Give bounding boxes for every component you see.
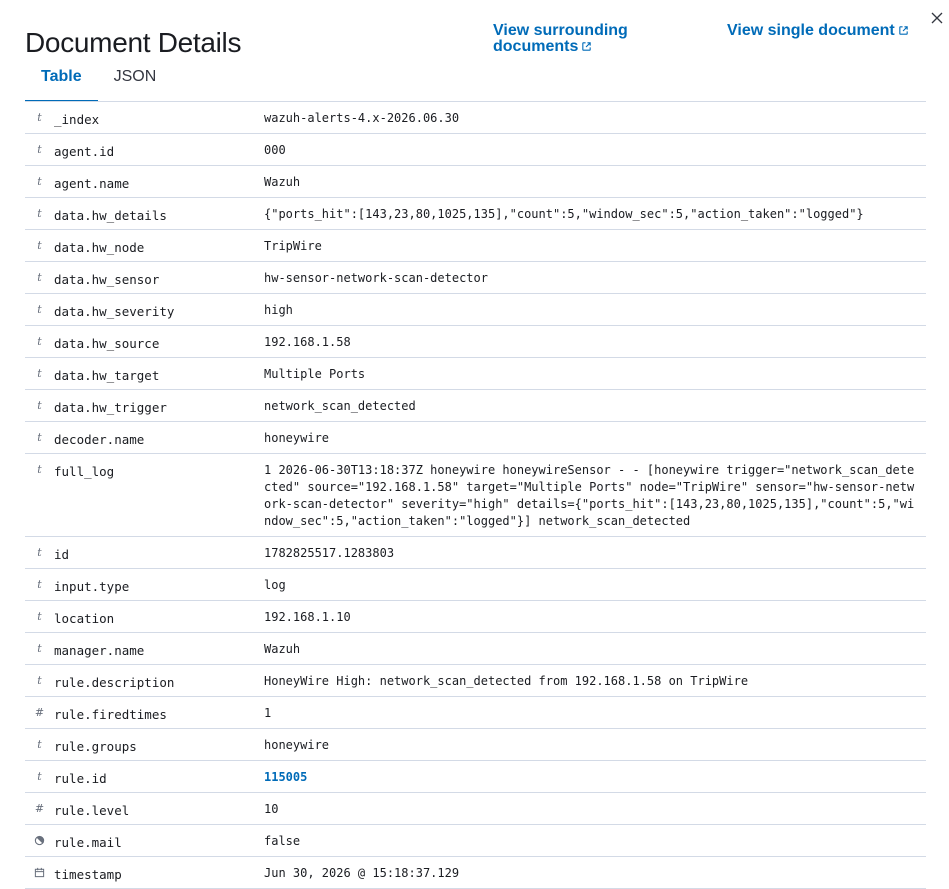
string-type-icon: t bbox=[37, 239, 42, 252]
field-value: {"ports_hit":[143,23,80,1025,135],"count":5,"window_sec":5,"action_taken":"logged"} bbox=[264, 207, 864, 221]
field-name: rule.firedtimes bbox=[54, 707, 167, 722]
close-button[interactable] bbox=[930, 11, 946, 27]
field-value: hw-sensor-network-scan-detector bbox=[264, 271, 488, 285]
table-row bbox=[25, 633, 926, 665]
field-value: TripWire bbox=[264, 239, 322, 253]
table-row bbox=[25, 761, 926, 793]
string-type-icon: t bbox=[37, 175, 42, 188]
table-row bbox=[25, 198, 926, 230]
field-name: data.hw_details bbox=[54, 208, 167, 223]
string-type-icon: t bbox=[37, 463, 42, 476]
string-type-icon: t bbox=[37, 546, 42, 559]
table-row bbox=[25, 422, 926, 454]
field-name: id bbox=[54, 547, 70, 562]
field-value: 1782825517.1283803 bbox=[264, 546, 395, 560]
number-type-icon: # bbox=[34, 706, 45, 719]
field-value: HoneyWire High: network_scan_detected from 192.168.1.58 on TripWire bbox=[264, 674, 749, 688]
table-row bbox=[25, 569, 926, 601]
table-row bbox=[25, 537, 926, 569]
table-row bbox=[25, 665, 926, 697]
field-name: agent.id bbox=[54, 144, 115, 159]
field-name: rule.id bbox=[54, 771, 107, 786]
field-value: network_scan_detected bbox=[264, 399, 416, 413]
document-fields-table bbox=[25, 101, 926, 889]
boolean-type-icon bbox=[25, 825, 54, 855]
field-name: decoder.name bbox=[54, 432, 145, 447]
field-name: data.hw_source bbox=[54, 336, 160, 351]
field-name: rule.level bbox=[54, 803, 130, 818]
table-row bbox=[25, 230, 926, 262]
string-type-icon: t bbox=[37, 207, 42, 220]
field-value: 000 bbox=[264, 143, 286, 157]
view-surrounding-documents-label: View surrounding documents bbox=[493, 22, 628, 55]
field-value: 1 2026-06-30T13:18:37Z honeywire honeywireSensor - - [honeywire trigger="network_scan_detected" source="192.168.1.58" target="Multiple Ports" node="TripWire" sensor="hw-sensor-network-scan-detector" severity="high" details={"ports_hit":[143,23,80,1025,135],"count":5,"window_sec":5,"action_taken":"logged"}] network_scan_detected bbox=[264, 463, 915, 528]
string-type-icon: t bbox=[37, 431, 42, 444]
field-value-link[interactable]: 115005 bbox=[264, 770, 308, 784]
string-type-icon: t bbox=[37, 367, 42, 380]
field-name: rule.mail bbox=[54, 835, 122, 850]
number-type-icon: # bbox=[34, 802, 45, 815]
table-row bbox=[25, 294, 926, 326]
field-value: 1 bbox=[264, 706, 272, 720]
field-value: Wazuh bbox=[264, 642, 301, 656]
date-type-icon bbox=[25, 857, 54, 887]
view-single-document-label: View single document bbox=[727, 22, 895, 39]
string-type-icon: t bbox=[37, 111, 42, 124]
external-link-icon bbox=[898, 24, 909, 40]
field-name: data.hw_target bbox=[54, 368, 160, 383]
field-value: honeywire bbox=[264, 738, 330, 752]
table-row bbox=[25, 166, 926, 198]
page-title: Document Details bbox=[25, 27, 242, 58]
string-type-icon: t bbox=[37, 674, 42, 687]
string-type-icon: t bbox=[37, 642, 42, 655]
field-value: 192.168.1.10 bbox=[264, 610, 351, 624]
field-name: data.hw_trigger bbox=[54, 400, 167, 415]
table-row bbox=[25, 697, 926, 729]
tab-table[interactable]: Table bbox=[25, 60, 98, 102]
string-type-icon: t bbox=[37, 271, 42, 284]
field-value: high bbox=[264, 303, 293, 317]
field-value: 192.168.1.58 bbox=[264, 335, 351, 349]
string-type-icon: t bbox=[37, 578, 42, 591]
tab-json[interactable]: JSON bbox=[113, 68, 157, 85]
view-surrounding-documents-link[interactable] bbox=[493, 23, 673, 56]
table-row bbox=[25, 326, 926, 358]
table-row bbox=[25, 102, 926, 134]
field-name: timestamp bbox=[54, 867, 122, 882]
field-name: data.hw_node bbox=[54, 240, 145, 255]
field-name: agent.name bbox=[54, 176, 130, 191]
field-value: Wazuh bbox=[264, 175, 301, 189]
table-row bbox=[25, 390, 926, 422]
field-name: data.hw_severity bbox=[54, 304, 175, 319]
field-value: wazuh-alerts-4.x-2026.06.30 bbox=[264, 111, 460, 125]
field-value: Multiple Ports bbox=[264, 367, 366, 381]
field-name: full_log bbox=[54, 464, 115, 479]
field-name: location bbox=[54, 611, 115, 626]
view-single-document-link[interactable] bbox=[727, 23, 909, 40]
table-row bbox=[25, 262, 926, 294]
table-row bbox=[25, 825, 926, 857]
field-value: 10 bbox=[264, 802, 279, 816]
field-value: log bbox=[264, 578, 286, 592]
table-row bbox=[25, 358, 926, 390]
field-name: rule.groups bbox=[54, 739, 137, 754]
field-name: manager.name bbox=[54, 643, 145, 658]
field-name: rule.description bbox=[54, 675, 175, 690]
string-type-icon: t bbox=[37, 738, 42, 751]
close-icon bbox=[930, 11, 944, 25]
field-value: honeywire bbox=[264, 431, 330, 445]
string-type-icon: t bbox=[37, 335, 42, 348]
string-type-icon: t bbox=[37, 303, 42, 316]
string-type-icon: t bbox=[37, 143, 42, 156]
field-value: false bbox=[264, 834, 301, 848]
table-row bbox=[25, 134, 926, 166]
table-row bbox=[25, 729, 926, 761]
field-name: _index bbox=[54, 112, 100, 127]
string-type-icon: t bbox=[37, 770, 42, 783]
field-value: Jun 30, 2026 @ 15:18:37.129 bbox=[264, 866, 460, 880]
tab-bar bbox=[25, 60, 172, 102]
table-row bbox=[25, 793, 926, 825]
table-row bbox=[25, 454, 926, 537]
external-link-icon bbox=[581, 40, 592, 56]
string-type-icon: t bbox=[37, 610, 42, 623]
table-row bbox=[25, 857, 926, 889]
table-row bbox=[25, 601, 926, 633]
field-name: data.hw_sensor bbox=[54, 272, 160, 287]
field-name: input.type bbox=[54, 579, 130, 594]
string-type-icon: t bbox=[37, 399, 42, 412]
